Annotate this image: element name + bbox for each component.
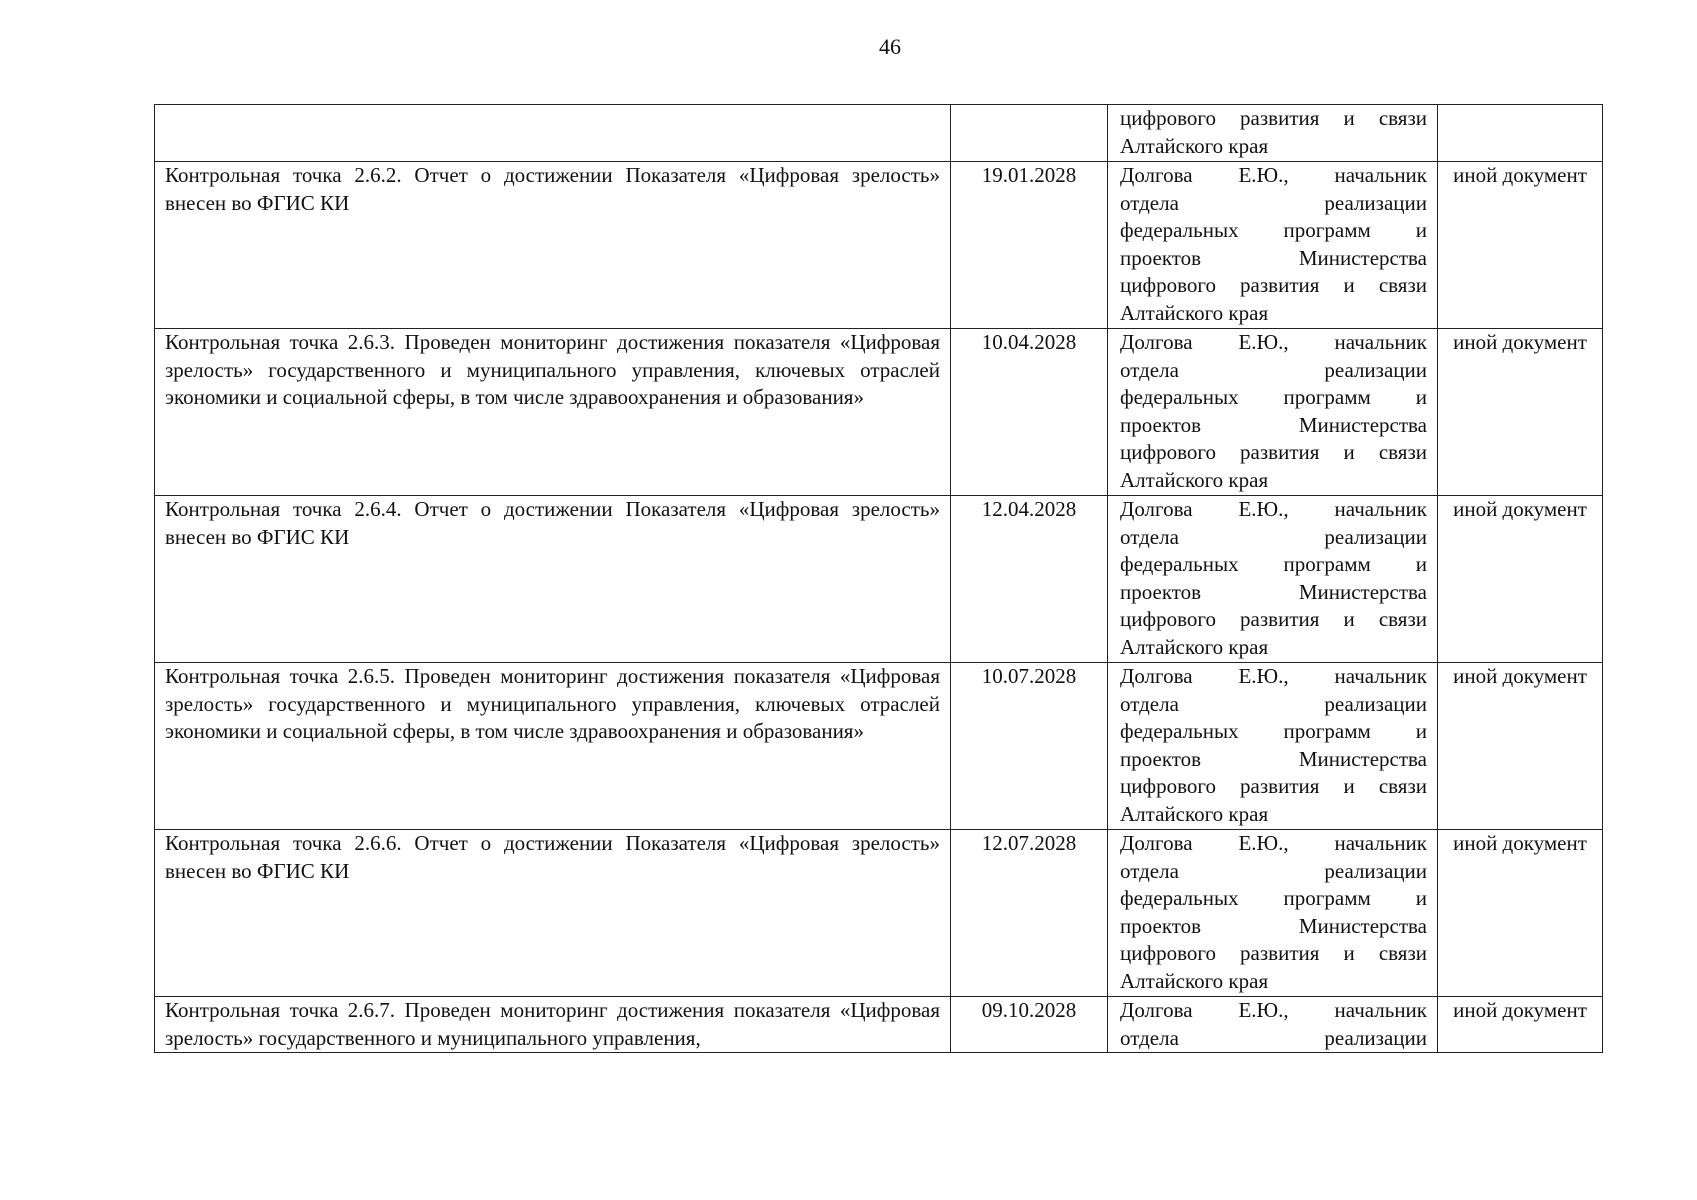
responsible-cell (1108, 997, 1438, 1053)
responsible-cell (1108, 105, 1438, 162)
date-cell: 12.07.2028 (951, 830, 1108, 997)
responsible-line: федеральных программ и (1120, 719, 1427, 743)
description-cell: Контрольная точка 2.6.7. Проведен мониторинг достижения показателя «Цифровая зрелость» государственного и муниципального управления, (155, 997, 951, 1053)
responsible-line: федеральных программ и (1120, 886, 1427, 910)
doc-type-cell (1438, 105, 1603, 162)
responsible-line: федеральных программ и (1120, 552, 1427, 576)
responsible-line: проектов Министерства (1120, 746, 1427, 771)
control-points-table (154, 104, 1603, 1053)
responsible-line: Алтайского края (1120, 968, 1269, 993)
date-cell: 09.10.2028 (951, 997, 1108, 1053)
responsible-cell (1108, 329, 1438, 496)
responsible-line: проектов Министерства (1120, 579, 1427, 604)
responsible-line: Долгова Е.Ю., начальник (1120, 831, 1427, 855)
doc-type-cell: иной документ (1438, 329, 1603, 496)
table-row (155, 329, 1603, 496)
table-row (155, 997, 1603, 1053)
doc-type-cell: иной документ (1438, 997, 1603, 1053)
responsible-line: Долгова Е.Ю., начальник (1120, 664, 1427, 688)
responsible-cell (1108, 663, 1438, 830)
description-cell: Контрольная точка 2.6.2. Отчет о достижении Показателя «Цифровая зрелость» внесен во ФГИС КИ (155, 162, 951, 329)
date-cell: 19.01.2028 (951, 162, 1108, 329)
responsible-cell (1108, 830, 1438, 997)
responsible-line: федеральных программ и (1120, 385, 1427, 409)
responsible-line: отдела реализации (1120, 190, 1427, 215)
table-row (155, 663, 1603, 830)
table-row-continuation (155, 105, 1603, 162)
responsible-line: отдела реализации (1120, 858, 1427, 883)
doc-type-cell: иной документ (1438, 162, 1603, 329)
responsible-line: федеральных программ и (1120, 218, 1427, 242)
responsible-line: цифрового развития и связи (1120, 607, 1427, 631)
responsible-line: отдела реализации (1120, 524, 1427, 549)
responsible-line: отдела реализации (1120, 691, 1427, 716)
responsible-line: цифрового развития и связи (1120, 440, 1427, 464)
responsible-cell (1108, 496, 1438, 663)
responsible-line: Алтайского края (1120, 634, 1269, 659)
responsible-line: отдела реализации (1120, 1025, 1427, 1050)
responsible-line: проектов Министерства (1120, 412, 1427, 437)
description-cell: Контрольная точка 2.6.3. Проведен мониторинг достижения показателя «Цифровая зрелость» государственного и муниципального управления, ключевых отраслей экономики и социальной сферы, в том числе здравоохранения и образования» (155, 329, 951, 496)
responsible-line: отдела реализации (1120, 357, 1427, 382)
table-row (155, 162, 1603, 329)
doc-type-cell: иной документ (1438, 830, 1603, 997)
responsible-line: цифрового развития и связи (1120, 941, 1427, 965)
responsible-cell (1108, 162, 1438, 329)
responsible-line: Алтайского края (1120, 467, 1269, 492)
responsible-line: проектов Министерства (1120, 245, 1427, 270)
responsible-line: Алтайского края (1120, 133, 1269, 158)
description-cell: Контрольная точка 2.6.5. Проведен мониторинг достижения показателя «Цифровая зрелость» государственного и муниципального управления, ключевых отраслей экономики и социальной сферы, в том числе здравоохранения и образования» (155, 663, 951, 830)
responsible-line: Алтайского края (1120, 801, 1269, 826)
responsible-line: Долгова Е.Ю., начальник (1120, 163, 1427, 187)
table-row (155, 496, 1603, 663)
date-cell (951, 105, 1108, 162)
responsible-line: цифрового развития и связи (1120, 273, 1427, 297)
responsible-line: цифрового развития и связи (1120, 774, 1427, 798)
responsible-line: цифрового развития и связи (1120, 106, 1427, 130)
responsible-line: Долгова Е.Ю., начальник (1120, 497, 1427, 521)
responsible-line: Долгова Е.Ю., начальник (1120, 330, 1427, 354)
date-cell: 10.04.2028 (951, 329, 1108, 496)
page-number: 46 (879, 34, 901, 59)
doc-type-cell: иной документ (1438, 663, 1603, 830)
table-row (155, 830, 1603, 997)
date-cell: 12.04.2028 (951, 496, 1108, 663)
responsible-line: Долгова Е.Ю., начальник (1120, 998, 1427, 1022)
description-cell: Контрольная точка 2.6.4. Отчет о достижении Показателя «Цифровая зрелость» внесен во ФГИС КИ (155, 496, 951, 663)
doc-type-cell: иной документ (1438, 496, 1603, 663)
description-cell (155, 105, 951, 162)
description-cell: Контрольная точка 2.6.6. Отчет о достижении Показателя «Цифровая зрелость» внесен во ФГИС КИ (155, 830, 951, 997)
date-cell: 10.07.2028 (951, 663, 1108, 830)
responsible-line: проектов Министерства (1120, 913, 1427, 938)
responsible-line: Алтайского края (1120, 300, 1269, 325)
